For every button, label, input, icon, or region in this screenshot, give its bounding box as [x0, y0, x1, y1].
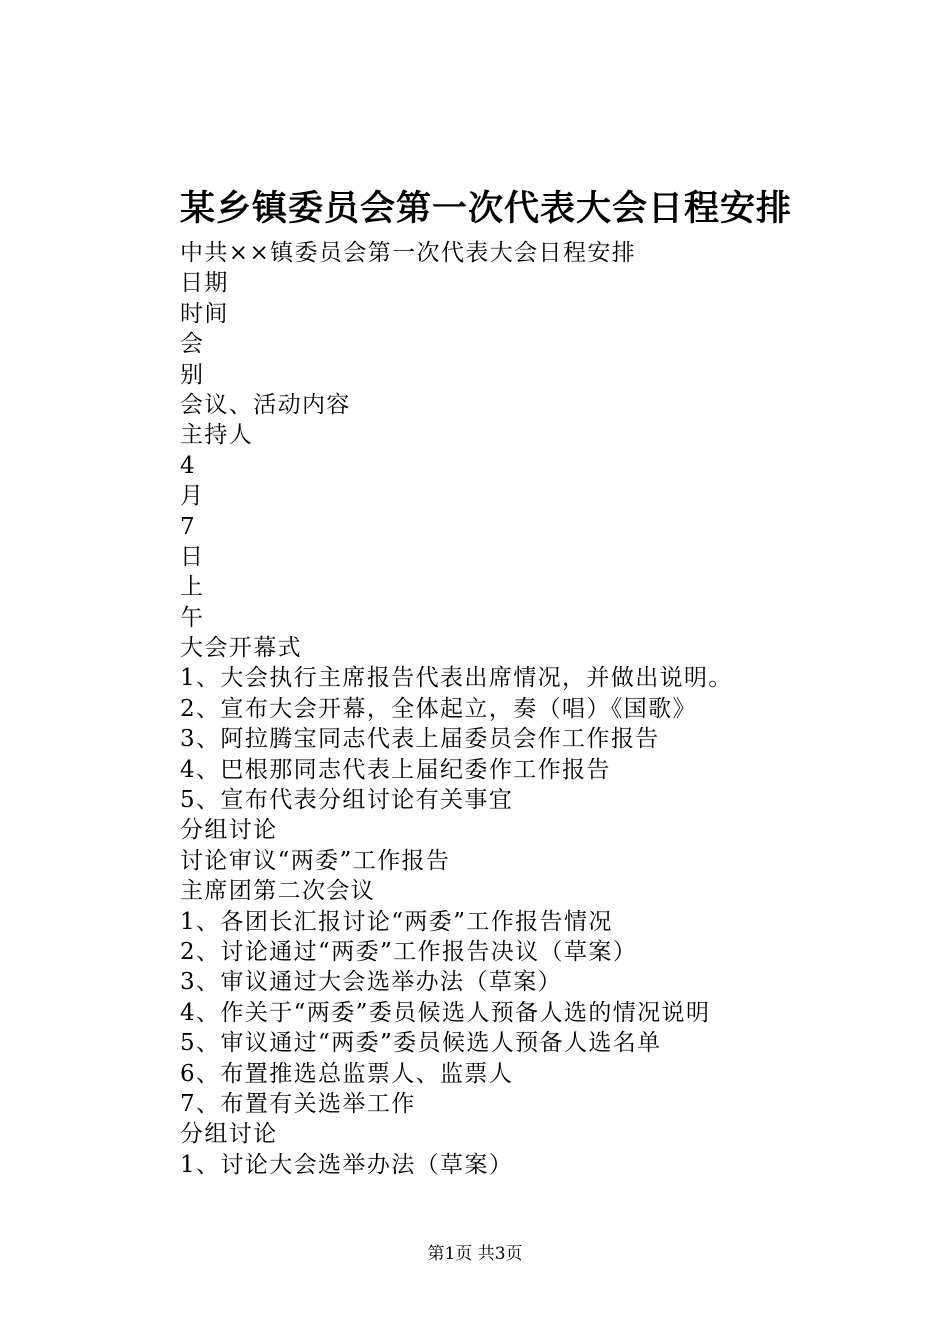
page-footer: 第1页 共3页: [427, 1244, 523, 1264]
document-line: 主持人: [180, 422, 254, 449]
document-line: 4、巴根那同志代表上届纪委作工作报告: [180, 756, 611, 783]
document-line: 讨论审议“两委”工作报告: [180, 847, 451, 874]
document-line: 中共××镇委员会第一次代表大会日程安排: [180, 240, 637, 266]
document-title: 某乡镇委员会第一次代表大会日程安排: [180, 189, 793, 229]
document-line: 4、作关于“两委”委员候选人预备人选的情况说明: [180, 999, 711, 1026]
document-line: 上: [180, 574, 205, 601]
document-line: 主席团第二次会议: [180, 878, 376, 905]
document-line: 大会开幕式: [180, 635, 302, 662]
document-line: 日: [180, 543, 205, 570]
document-line: 分组讨论: [180, 1121, 278, 1148]
document-line: 会: [180, 331, 205, 358]
document-line: 1、讨论大会选举办法（草案）: [180, 1151, 514, 1178]
document-line: 2、讨论通过“两委”工作报告决议（草案）: [180, 938, 638, 965]
document-line: 别: [180, 361, 205, 388]
document-line: 1、各团长汇报讨论“两委”工作报告情况: [180, 908, 613, 935]
document-line: 7: [180, 513, 197, 540]
document-line: 7、布置有关选举工作: [180, 1090, 416, 1117]
document-line: 会议、活动内容: [180, 391, 351, 418]
document-line: 2、宣布大会开幕，全体起立，奏（唱）《国歌》: [180, 695, 697, 722]
document-line: 时间: [180, 300, 229, 327]
document-line: 5、审议通过“两委”委员候选人预备人选名单: [180, 1030, 662, 1057]
document-line: 日期: [180, 270, 229, 297]
document-line: 分组讨论: [180, 817, 278, 844]
document-line: 3、审议通过大会选举办法（草案）: [180, 969, 563, 996]
document-line: 6、布置推选总监票人、监票人: [180, 1060, 514, 1087]
document-line: 3、阿拉腾宝同志代表上届委员会作工作报告: [180, 726, 660, 753]
document-line: 月: [180, 483, 205, 510]
document-line: 4: [180, 452, 197, 479]
document-body: [180, 238, 880, 1180]
document-line: 午: [180, 604, 205, 631]
document-line: 5、宣布代表分组讨论有关事宜: [180, 787, 514, 814]
document-line: 1、大会执行主席报告代表出席情况，并做出说明。: [180, 665, 733, 692]
